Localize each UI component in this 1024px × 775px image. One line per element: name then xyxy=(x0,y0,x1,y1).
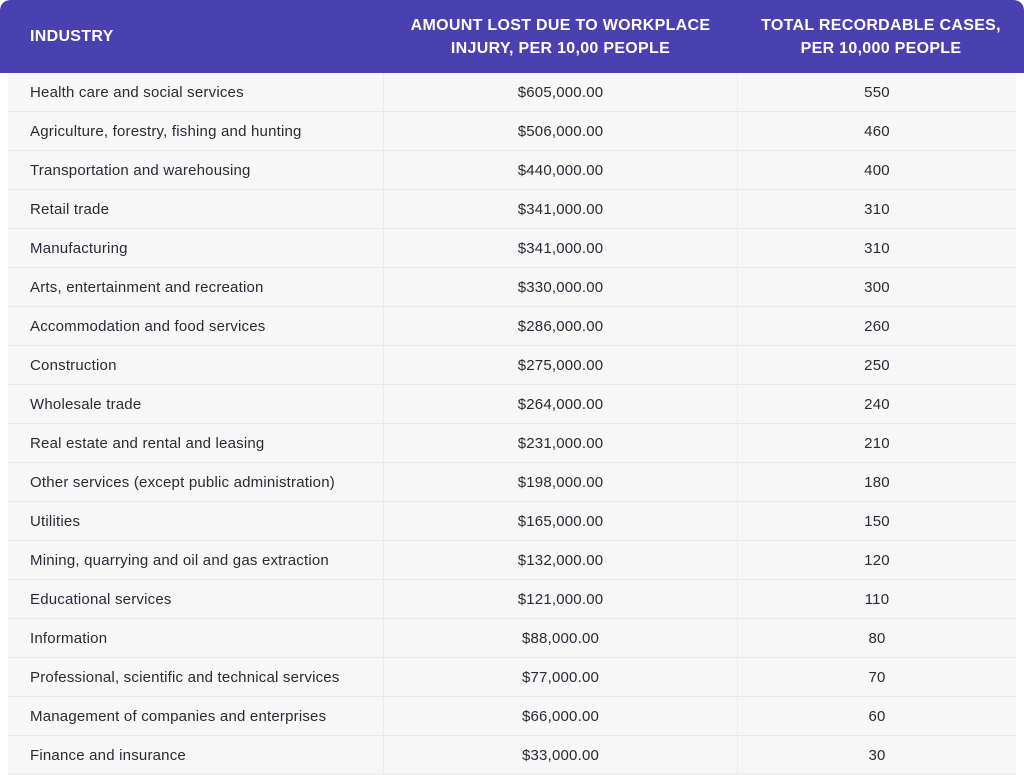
recordable-cases-cell: 30 xyxy=(868,746,886,764)
amount-lost-cell: $341,000.00 xyxy=(383,229,738,267)
industry-cell: Mining, quarrying and oil and gas extraction xyxy=(30,551,329,569)
table-row xyxy=(8,268,1016,307)
column-header-industry: INDUSTRY xyxy=(30,28,114,45)
table-row xyxy=(8,229,1016,268)
industry-cell: Manufacturing xyxy=(30,239,128,257)
recordable-cases-cell: 310 xyxy=(864,200,890,218)
recordable-cases-cell: 180 xyxy=(864,473,890,491)
recordable-cases-cell: 150 xyxy=(864,512,890,530)
amount-lost-cell: $506,000.00 xyxy=(383,112,738,150)
table-row xyxy=(8,541,1016,580)
table-body xyxy=(0,73,1024,775)
industry-cell: Transportation and warehousing xyxy=(30,161,251,179)
table-row xyxy=(8,736,1016,775)
table-row xyxy=(8,307,1016,346)
amount-lost-cell: $66,000.00 xyxy=(383,697,738,735)
recordable-cases-cell: 110 xyxy=(864,590,890,608)
amount-lost-cell: $33,000.00 xyxy=(383,736,738,774)
amount-lost-cell: $275,000.00 xyxy=(383,346,738,384)
industry-cell: Information xyxy=(30,629,108,647)
industry-cell: Accommodation and food services xyxy=(30,317,266,335)
table-row xyxy=(8,502,1016,541)
recordable-cases-cell: 310 xyxy=(864,239,890,257)
table-row xyxy=(8,385,1016,424)
table-row xyxy=(8,346,1016,385)
recordable-cases-cell: 460 xyxy=(864,122,890,140)
column-header-recordable-cases: TOTAL RECORDABLE CASES, PER 10,000 PEOPLE xyxy=(761,16,1001,57)
amount-lost-cell: $341,000.00 xyxy=(383,190,738,228)
recordable-cases-cell: 300 xyxy=(864,278,890,296)
recordable-cases-cell: 210 xyxy=(864,434,890,452)
amount-lost-cell: $264,000.00 xyxy=(383,385,738,423)
amount-lost-cell: $231,000.00 xyxy=(383,424,738,462)
amount-lost-cell: $132,000.00 xyxy=(383,541,738,579)
amount-lost-cell: $330,000.00 xyxy=(383,268,738,306)
table-header-row xyxy=(0,0,1024,73)
table-row xyxy=(8,73,1016,112)
recordable-cases-cell: 60 xyxy=(868,707,886,725)
amount-lost-cell: $286,000.00 xyxy=(383,307,738,345)
recordable-cases-cell: 260 xyxy=(864,317,890,335)
amount-lost-cell: $440,000.00 xyxy=(383,151,738,189)
table-row xyxy=(8,112,1016,151)
industry-cell: Utilities xyxy=(30,512,81,530)
table-row xyxy=(8,619,1016,658)
recordable-cases-cell: 80 xyxy=(868,629,886,647)
industry-cell: Finance and insurance xyxy=(30,746,186,764)
recordable-cases-cell: 550 xyxy=(864,83,890,101)
amount-lost-cell: $165,000.00 xyxy=(383,502,738,540)
table-row xyxy=(8,580,1016,619)
industry-cell: Wholesale trade xyxy=(30,395,142,413)
industry-cell: Other services (except public administration) xyxy=(30,473,335,491)
industry-cell: Retail trade xyxy=(30,200,110,218)
recordable-cases-cell: 400 xyxy=(864,161,890,179)
industry-cell: Real estate and rental and leasing xyxy=(30,434,265,452)
table-row xyxy=(8,697,1016,736)
table-row xyxy=(8,463,1016,502)
industry-cell: Arts, entertainment and recreation xyxy=(30,278,264,296)
table-row xyxy=(8,190,1016,229)
amount-lost-cell: $605,000.00 xyxy=(383,73,738,111)
recordable-cases-cell: 70 xyxy=(868,668,886,686)
column-header-amount-lost: AMOUNT LOST DUE TO WORKPLACE INJURY, PER 10,00 PEOPLE xyxy=(410,16,711,57)
table-row xyxy=(8,151,1016,190)
amount-lost-cell: $121,000.00 xyxy=(383,580,738,618)
industry-cell: Health care and social services xyxy=(30,83,244,101)
table-row xyxy=(8,658,1016,697)
industry-cell: Educational services xyxy=(30,590,172,608)
amount-lost-cell: $77,000.00 xyxy=(383,658,738,696)
table-row xyxy=(8,424,1016,463)
industry-cell: Construction xyxy=(30,356,117,374)
recordable-cases-cell: 250 xyxy=(864,356,890,374)
industry-cell: Agriculture, forestry, fishing and hunting xyxy=(30,122,302,140)
recordable-cases-cell: 240 xyxy=(864,395,890,413)
amount-lost-cell: $88,000.00 xyxy=(383,619,738,657)
amount-lost-cell: $198,000.00 xyxy=(383,463,738,501)
industry-cell: Professional, scientific and technical services xyxy=(30,668,340,686)
recordable-cases-cell: 120 xyxy=(864,551,890,569)
industry-cell: Management of companies and enterprises xyxy=(30,707,327,725)
